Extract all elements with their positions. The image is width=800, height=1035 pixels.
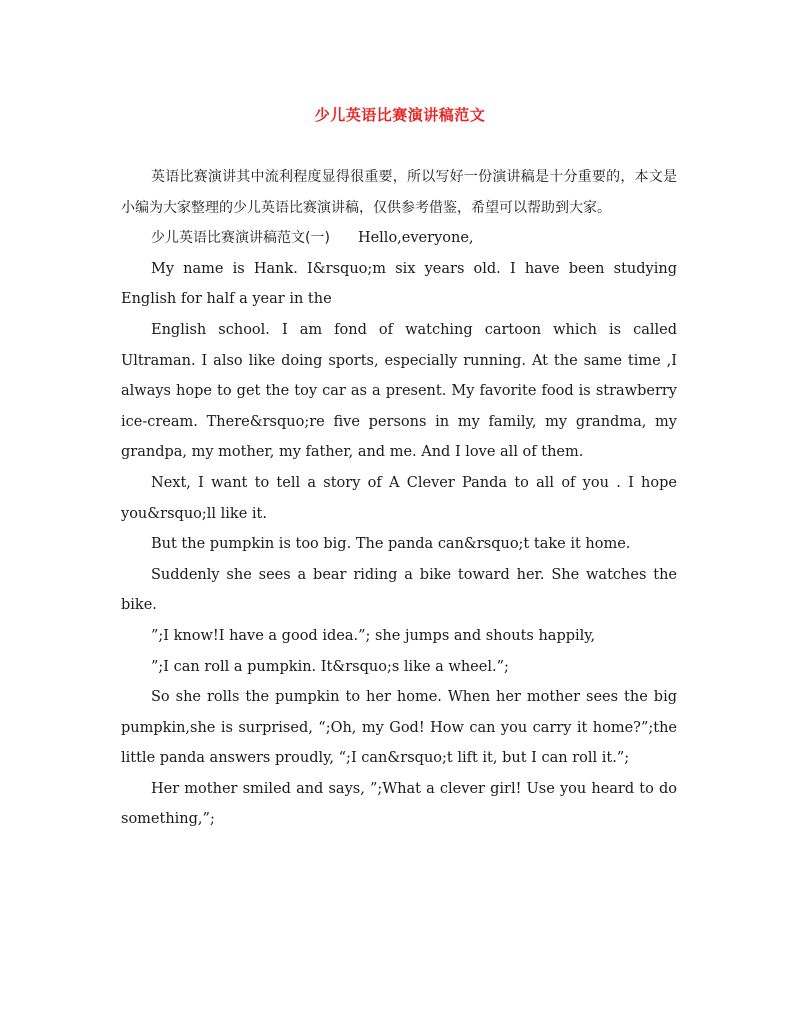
paragraph-4: But the pumpkin is too big. The panda can&rsquo;t take it home. (151, 536, 631, 553)
paragraph-9: Her mother smiled and says, ”;What a clever girl! Use you heard to do something,”; (121, 780, 677, 828)
paragraph-5: Suddenly she sees a bear riding a bike toward her. She watches the bike. (121, 566, 677, 614)
paragraph-2: English school. I am fond of watching cartoon which is called Ultraman. I also like doing sports, especially running. At the same time ,I always hope to get the toy car as a present. My favorite food is strawberry ice-cream. There&rsquo;re five persons in my family, my grandma, my grandpa, my mother, my father, and me. And I love all of them. (121, 321, 677, 461)
greeting: Hello,everyone, (357, 230, 474, 247)
document-title: 少儿英语比赛演讲稿范文 (314, 106, 486, 124)
document-body (121, 162, 677, 835)
paragraph-3: Next, I want to tell a story of A Clever Panda to all of you . I hope you&rsquo;ll like it. (121, 474, 677, 522)
paragraph-8: So she rolls the pumpkin to her home. When her mother sees the big pumpkin,she is surprised, “;Oh, my God! How can you carry it home?”;the little panda answers proudly, “;I can&rsquo;t lift it, but I can roll it.”; (121, 689, 677, 767)
section-heading: 少儿英语比赛演讲稿范文(一) (151, 230, 330, 247)
intro-paragraph: 英语比赛演讲其中流利程度显得很重要，所以写好一份演讲稿是十分重要的，本文是小编为大家整理的少儿英语比赛演讲稿，仅供参考借鉴，希望可以帮助到大家。 (121, 169, 677, 216)
paragraph-7: ”;I can roll a pumpkin. It&rsquo;s like a wheel.”; (151, 658, 509, 675)
section-heading-line (121, 223, 677, 254)
paragraph-6: ”;I know!I have a good idea.”; she jumps and shouts happily, (151, 627, 596, 644)
paragraph-1: My name is Hank. I&rsquo;m six years old. I have been studying English for half a year in the (121, 260, 677, 308)
